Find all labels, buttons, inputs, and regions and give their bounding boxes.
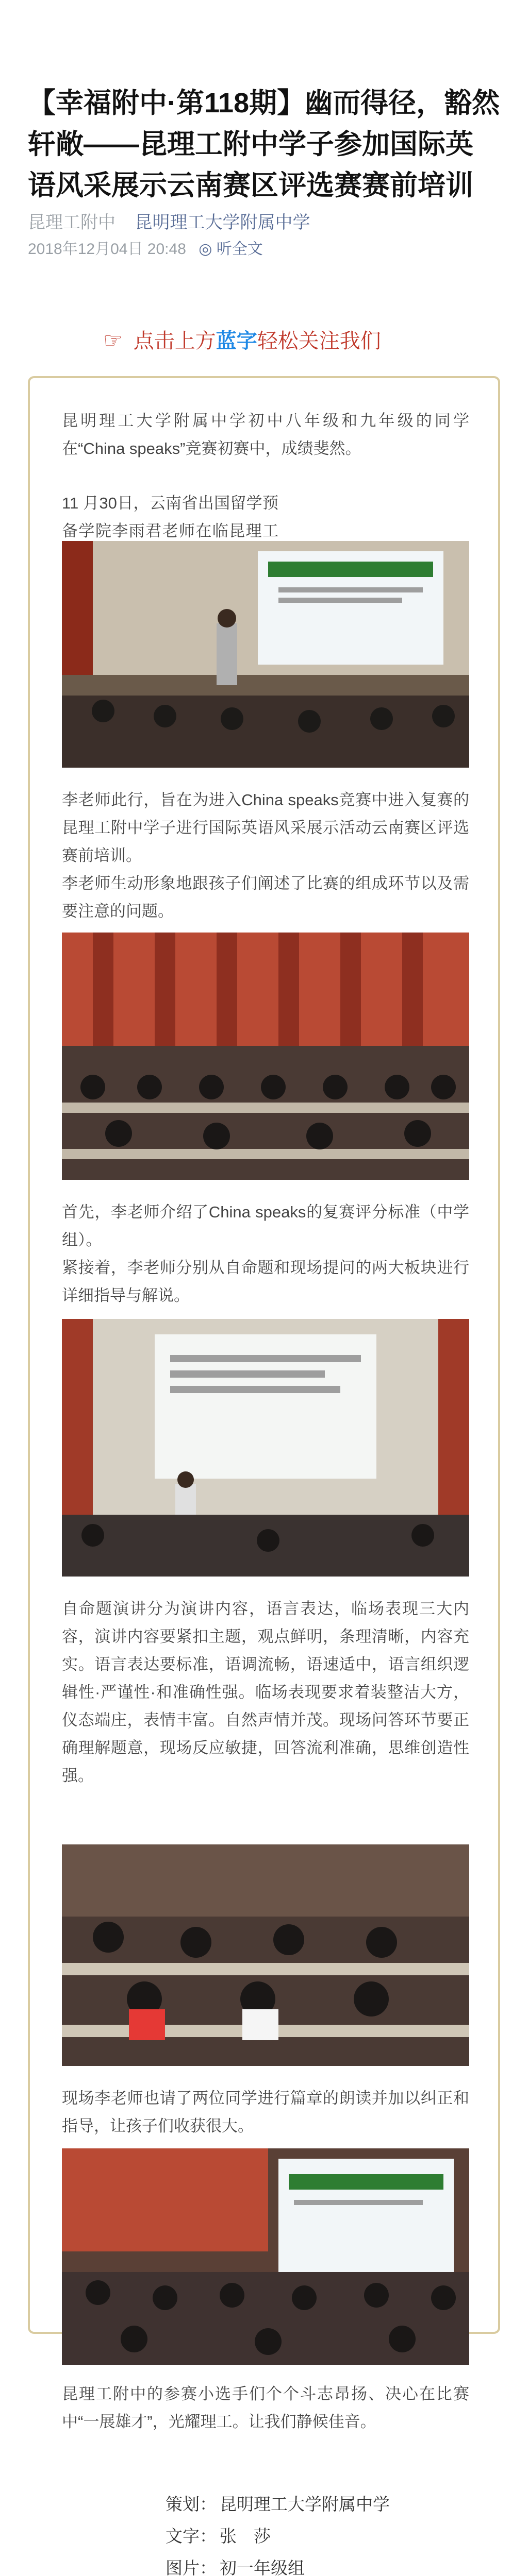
paragraph-explain: 李老师生动形象地跟孩子们阐述了比赛的组成环节以及需要注意的问题。 (62, 874, 469, 920)
follow-prefix: 点击上方 (133, 330, 216, 352)
paragraph-reading: 现场李老师也请了两位同学进行篇章的朗读并加以纠正和指导，让孩子们收获很大。 (62, 2089, 469, 2135)
photo-presentation (62, 1319, 469, 1577)
article-meta (28, 208, 310, 233)
paragraph-intro: 昆明理工大学附属中学初中八年级和九年级的同学在“China speaks”竞赛初赛中，成绩斐然。 (62, 412, 469, 457)
article-datetime-row (28, 236, 263, 259)
credits-block (139, 2488, 390, 2576)
listen-label[interactable]: 听全文 (216, 241, 263, 258)
listen-button[interactable]: ◎ 听全文 (199, 241, 263, 258)
photo-classroom-curtains (62, 933, 469, 1180)
publish-datetime: 2018年12月04日 20:48 (28, 241, 186, 258)
pointing-hand-icon: ☞ (103, 328, 123, 352)
account-link[interactable]: 昆明理工大学附属中学 (135, 213, 310, 232)
credit-row: 文字： 张 莎 (166, 2527, 271, 2546)
credit-row: 策划： 昆明理工大学附属中学 (166, 2495, 390, 2514)
follow-banner[interactable] (103, 325, 381, 354)
credit-row: 图片： 初一年级组 (166, 2558, 305, 2576)
paragraph-date: 11 月30日，云南省出国留学预备学院李雨君老师在临昆理工 (62, 494, 278, 540)
paragraph-speech-details: 自命题演讲分为演讲内容，语言表达，临场表现三大内容，演讲内容要紧扣主题，观点鲜明，条理清晰，内容充实。语言表达要标准，语调流畅，语速适中，语言组织逻辑性·严谨性·和准确性强。临场表现要求着装整洁大方，仪态端庄，表情丰富。自然声情并茂。现场问答环节要正确理解题意，现场反应敏捷，回答流利准确，思维创造性强。 (62, 1600, 469, 1785)
photo-classroom-screen (62, 2148, 469, 2365)
paragraph-standards: 首先，李老师介绍了China speaks的复赛评分标准（中学组）。 (62, 1203, 469, 1249)
photo-teacher-projector (62, 541, 469, 768)
source-tag[interactable]: 昆理工附中 (28, 213, 116, 232)
follow-highlight: 蓝字 (216, 330, 257, 352)
paragraph-guidance: 紧接着，李老师分别从自命题和现场提问的两大板块进行详细指导与解说。 (62, 1259, 469, 1304)
photo-students-seated (62, 1844, 469, 2066)
follow-suffix: 轻松关注我们 (257, 330, 381, 352)
article-title: 【幸福附中·第118期】幽而得径，豁然轩敞——昆理工附中学子参加国际英语风采展示云南赛区评选赛赛前培训 (28, 88, 500, 201)
paragraph-purpose: 李老师此行，旨在为进入China speaks竞赛中进入复赛的昆理工附中学子进行国际英语风采展示活动云南赛区评选赛前培训。 (62, 791, 469, 865)
paragraph-closing: 昆理工附中的参赛小选手们个个斗志昂扬、决心在比赛中“一展雄才”，光耀理工。让我们静候佳音。 (62, 2385, 469, 2431)
